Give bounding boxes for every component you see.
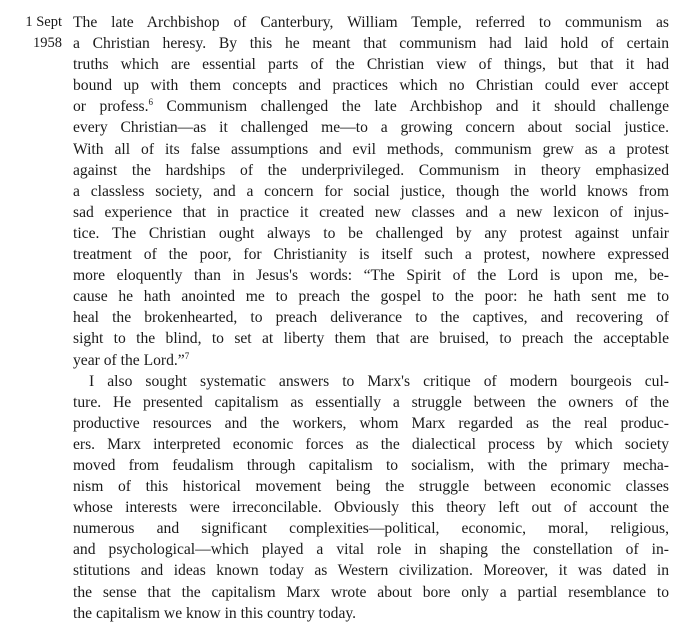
text-line: With all of its false assumptions and evil methods, communism grew as a protest xyxy=(73,140,669,158)
footnote-ref-7: 7 xyxy=(184,350,190,361)
text-line: tice. The Christian ought always to be challenged by any protest against unfair xyxy=(73,224,669,242)
text-fragment: year of the Lord.” xyxy=(73,351,185,369)
text-line: I also sought systematic answers to Marx's critique of modern bourgeois cul- xyxy=(89,372,669,390)
margin-date-day: 1 Sept xyxy=(25,14,62,30)
text-line: moved from feudalism through capitalism to socialism, with the primary mecha- xyxy=(73,456,669,474)
text-line xyxy=(73,96,669,117)
text-line: cause he hath anointed me to preach the gospel to the poor: he hath sent me to xyxy=(73,288,669,306)
text-line: the sense that the capitalism Marx wrote about bore only a partial resemblance to xyxy=(73,583,669,601)
text-line: every Christian—as it challenged me—to a growing concern about social justice. xyxy=(73,119,669,137)
text-fragment: Communism challenged the late Archbishop and it should challenge xyxy=(152,98,670,116)
paragraph-2 xyxy=(73,371,669,624)
text-line: against the hardships of the underprivileged. Communism in theory emphasized xyxy=(73,161,669,179)
text-line: treatment of the poor, for Christianity is itself such a protest, nowhere expressed xyxy=(73,246,669,264)
text-line: truths which are essential parts of the Christian view of things, but that it had xyxy=(73,56,669,74)
text-line: The late Archbishop of Canterbury, William Temple, referred to communism as xyxy=(73,14,669,31)
paragraph-1 xyxy=(73,12,669,371)
text-line xyxy=(73,350,669,371)
text-line: bound up with them concepts and practices which no Christian could ever accept xyxy=(73,77,669,95)
text-line: a Christian heresy. By this he meant that communism had laid hold of certain xyxy=(73,35,669,53)
text-line: whose interests were irreconcilable. Obviously this theory left out of account the xyxy=(73,499,669,517)
text-line: heal the brokenhearted, to preach deliverance to the captives, and recovering of xyxy=(73,309,669,327)
text-line: numerous and significant complexities—political, economic, moral, religious, xyxy=(73,520,669,538)
margin-date-year: 1958 xyxy=(33,35,62,51)
text-line: sight to the blind, to set at liberty them that are bruised, to preach the acceptable xyxy=(73,330,669,348)
text-line: and psychological—which played a vital role in shaping the constellation of in- xyxy=(73,541,669,559)
text-line: more eloquently than in Jesus's words: “The Spirit of the Lord is upon me, be- xyxy=(73,267,669,285)
text-line: sad experience that in practice it created new classes and a new lexicon of injus- xyxy=(73,203,669,221)
text-line: ture. He presented capitalism as essentially a struggle between the owners of the xyxy=(73,393,669,411)
document-body xyxy=(73,12,669,624)
footnote-ref-6: 6 xyxy=(148,97,153,108)
margin-date-note xyxy=(0,12,62,54)
text-line: ers. Marx interpreted economic forces as the dialectical process by which society xyxy=(73,435,669,453)
text-line: stitutions and ideas known today as Western civilization. Moreover, it was dated in xyxy=(73,562,669,580)
text-line: the capitalism we know in this country today. xyxy=(73,604,357,622)
text-line: productive resources and the workers, whom Marx regarded as the real produc- xyxy=(73,414,669,432)
text-line: nism of this historical movement being the struggle between economic classes xyxy=(73,478,669,496)
text-line: a classless society, and a concern for social justice, though the world knows from xyxy=(73,182,669,200)
text-fragment: or profess. xyxy=(73,98,149,116)
